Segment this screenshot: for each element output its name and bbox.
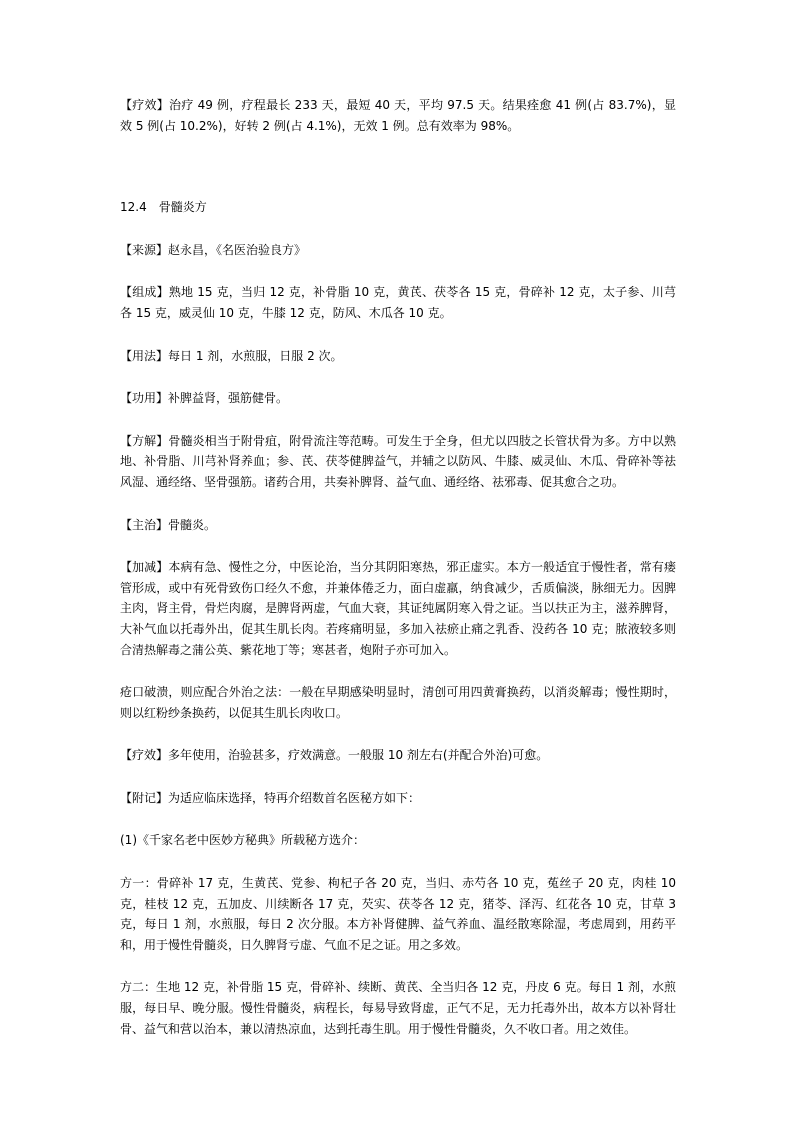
efficacy-paragraph-previous: 【疗效】治疗 49 例，疗程最长 233 天，最短 40 天，平均 97.5 天。结果痊愈 41 例(占 83.7%)，显效 5 例(占 10.2%)，好转 2 例(占 4.1%)，无效 1 例。总有效率为 98%。 [120,98,676,133]
external-treatment-paragraph: 疮口破溃，则应配合外治之法：一般在早期感染明显时，清创可用四黄膏换药，以消炎解毒；慢性期时，则以红粉纱条换药，以促其生肌长肉收口。 [120,685,676,720]
document-page [120,95,676,1039]
section-heading: 12.4 骨髓炎方 [120,200,207,215]
indication-paragraph: 【主治】骨髓炎。 [120,517,217,532]
section-spacer [120,136,676,197]
source-paragraph: 【来源】赵永昌，《名医治验良方》 [120,242,307,257]
recipe-one-paragraph: 方一：骨碎补 17 克，生黄芪、党参、枸杞子各 20 克，当归、赤芍各 10 克，菟丝子 20 克，肉桂 10 克，桂枝 12 克，五加皮、川续断各 17 克，芡实、茯苓各 12 克，猪苓、泽泻、红花各 10 克，甘草 3 克，每日 1 剂，水煎服，每日 2 次分服。本方补肾健脾、益气养血、温经散寒除湿，考虑周到，用药平和，用于慢性骨髓炎，日久脾肾亏虚、气血不足之证。用之多效。 [120,876,676,952]
usage-paragraph: 【用法】每日 1 剂，水煎服，日服 2 次。 [120,348,343,363]
efficacy-paragraph: 【疗效】多年使用，治验甚多，疗效满意。一般服 10 剂左右(并配合外治)可愈。 [120,748,549,763]
composition-paragraph: 【组成】熟地 15 克，当归 12 克，补骨脂 10 克，黄芪、茯苓各 15 克，骨碎补 12 克，太子参、川芎各 15 克，威灵仙 10 克，牛膝 12 克，防风、木瓜各 10 克。 [120,285,676,320]
formula-explanation-paragraph: 【方解】骨髓炎相当于附骨疽，附骨流注等范畴。可发生于全身，但尤以四肢之长管状骨为多。方中以熟地、补骨脂、川芎补肾养血；参、芪、茯苓健脾益气，并辅之以防风、牛膝、威灵仙、木瓜、骨碎补等祛风湿、通经络、坚骨强筋。诸药合用，共奏补脾肾、益气血、通经络、祛邪毒、促其愈合之功。 [120,433,676,489]
modification-paragraph: 【加减】本病有急、慢性之分，中医论治，当分其阴阳寒热，邪正虚实。本方一般适宜于慢性者，常有瘘管形成，或中有死骨致伤口经久不愈，并兼体倦乏力，面白虚羸，纳食减少，舌质偏淡，脉细无力。因脾主肉，肾主骨，骨烂肉腐，是脾肾两虚，气血大衰，其证纯属阴寒入骨之证。当以扶正为主，滋养脾肾，大补气血以托毒外出，促其生肌长肉。若疼痛明显，多加入祛瘀止痛之乳香、没药各 10 克；脓液较多则合清热解毒之蒲公英、紫花地丁等；寒甚者，炮附子亦可加入。 [120,560,676,657]
appendix-paragraph: 【附记】为适应临床选择，特再介绍数首名医秘方如下： [120,790,421,805]
recipe-two-paragraph: 方二：生地 12 克，补骨脂 15 克，骨碎补、续断、黄芪、全当归各 12 克，丹皮 6 克。每日 1 剂，水煎服，每日早、晚分服。慢性骨髓炎，病程长，每易导致肾虚，正气不足，无力托毒外出，故本方以补肾壮骨、益气和营以治本，兼以清热凉血，达到托毒生肌。用于慢性骨髓炎，久不收口者。用之效佳。 [120,980,676,1036]
function-paragraph: 【功用】补脾益肾，强筋健骨。 [120,391,289,406]
secret-recipes-intro: (1)《千家名老中医妙方秘典》所载秘方选介： [120,833,365,848]
